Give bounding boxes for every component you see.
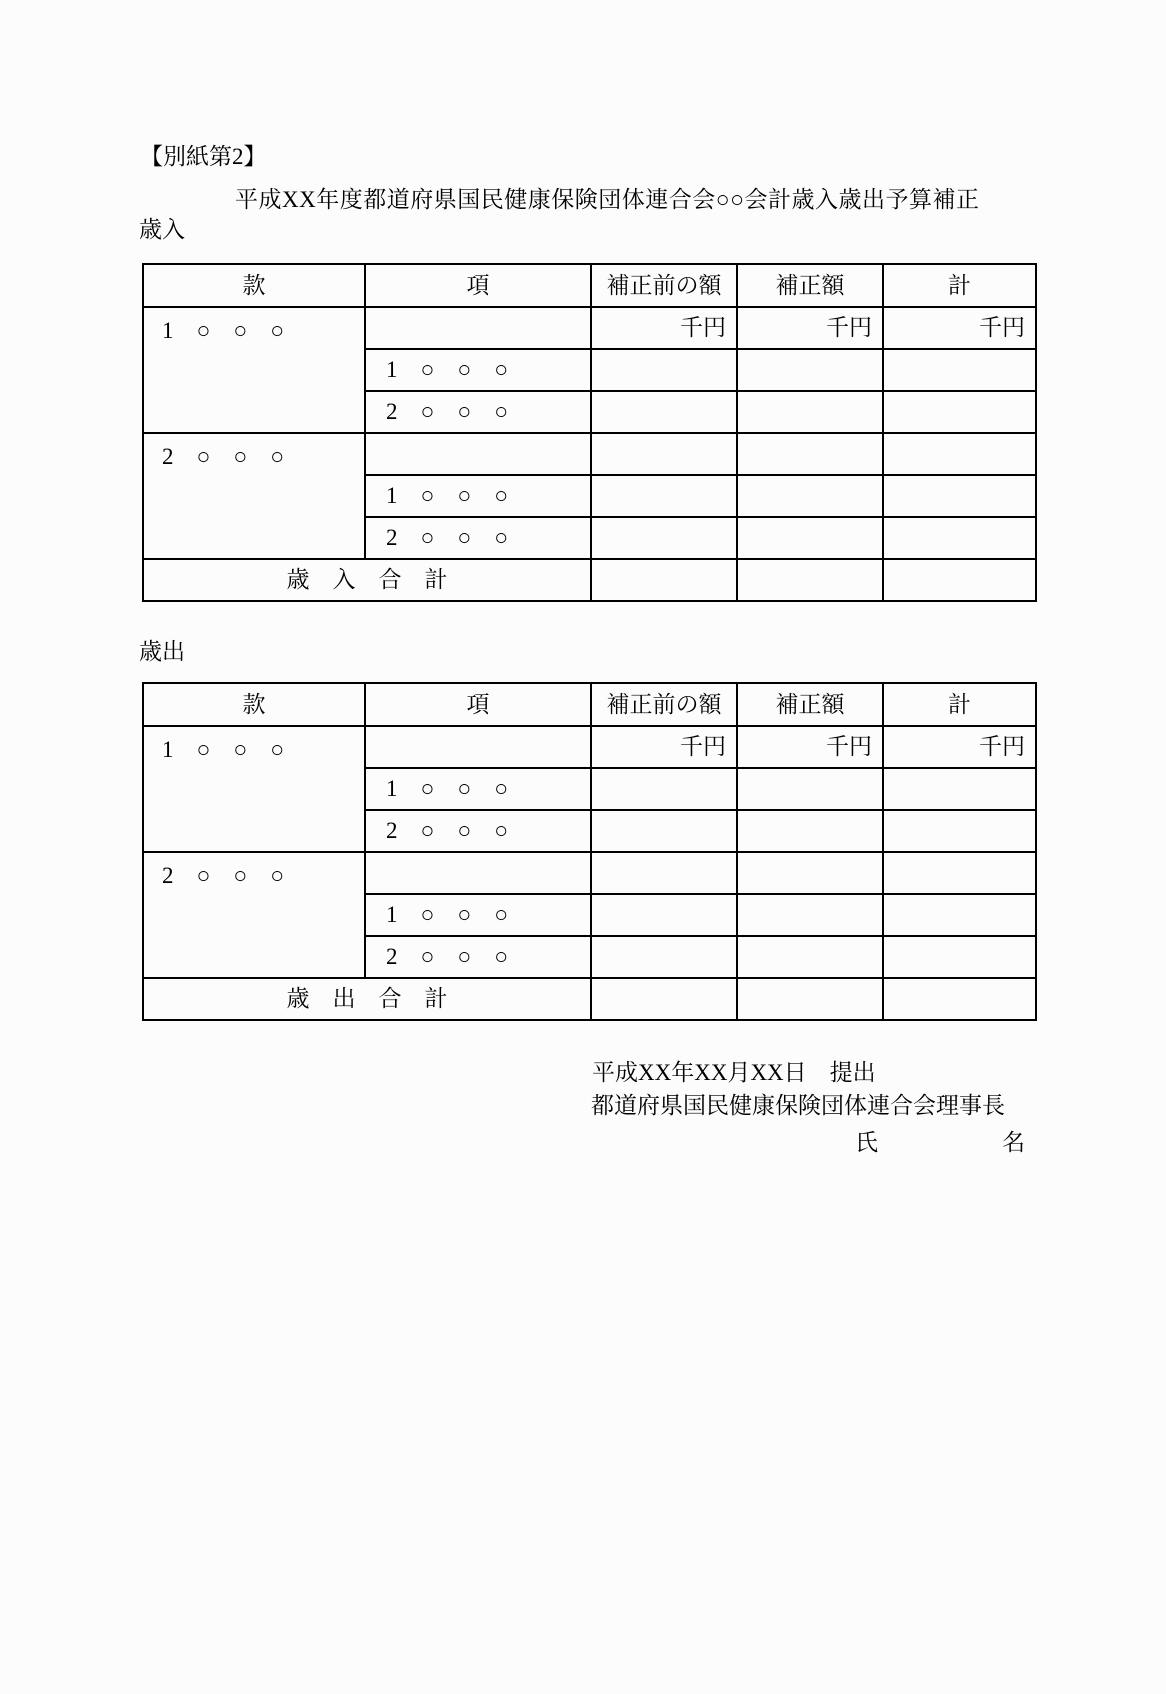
expenditure-kan-item-2-cell: 2 ○ ○ ○ xyxy=(143,852,365,978)
expenditure-col-header-ko: 項 xyxy=(365,683,591,726)
revenue-amount-cell xyxy=(591,349,737,391)
revenue-ko-item-2-2-cell: 2 ○ ○ ○ xyxy=(365,517,591,559)
revenue-amount-cell xyxy=(883,475,1036,517)
revenue-amount-cell xyxy=(591,517,737,559)
revenue-amount-cell xyxy=(883,517,1036,559)
expenditure-amount-cell xyxy=(737,852,883,894)
expenditure-amount-cell xyxy=(591,936,737,978)
expenditure-amount-cell xyxy=(591,894,737,936)
revenue-total-label-cell: 歳 入 合 計 xyxy=(143,559,591,601)
name-label-shi: 氏 xyxy=(855,1130,878,1155)
revenue-row-unit xyxy=(143,307,1036,349)
expenditure-ko-empty-cell xyxy=(365,852,591,894)
revenue-amount-cell xyxy=(883,433,1036,475)
revenue-col-header-kan: 款 xyxy=(143,264,365,307)
revenue-header-row xyxy=(143,264,1036,307)
expenditure-amount-cell xyxy=(737,768,883,810)
expenditure-kan-item-1-cell: 1 ○ ○ ○ xyxy=(143,726,365,852)
revenue-col-header-amount-adjust: 補正額 xyxy=(737,264,883,307)
revenue-row-kan-2 xyxy=(143,433,1036,475)
footer-name-line xyxy=(855,1129,1025,1157)
revenue-unit-cell-before: 千円 xyxy=(591,307,737,349)
revenue-section-label: 歳入 xyxy=(139,217,185,242)
expenditure-total-amount-cell xyxy=(737,978,883,1020)
expenditure-header-row xyxy=(143,683,1036,726)
revenue-amount-cell xyxy=(591,391,737,433)
expenditure-col-header-amount-adjust: 補正額 xyxy=(737,683,883,726)
revenue-amount-cell xyxy=(591,475,737,517)
footer-organization-title: 都道府県国民健康保険団体連合会理事長 xyxy=(591,1093,1005,1118)
expenditure-unit-cell-total: 千円 xyxy=(883,726,1036,768)
expenditure-amount-cell xyxy=(883,936,1036,978)
expenditure-col-header-kan: 款 xyxy=(143,683,365,726)
revenue-ko-empty-cell xyxy=(365,433,591,475)
attachment-label: 【別紙第2】 xyxy=(140,144,267,169)
name-label-mei: 名 xyxy=(1002,1130,1025,1155)
expenditure-row-unit xyxy=(143,726,1036,768)
expenditure-ko-item-2-2-cell: 2 ○ ○ ○ xyxy=(365,936,591,978)
revenue-col-header-amount-total: 計 xyxy=(883,264,1036,307)
expenditure-total-label-cell: 歳 出 合 計 xyxy=(143,978,591,1020)
expenditure-unit-cell-adjust: 千円 xyxy=(737,726,883,768)
revenue-total-amount-cell xyxy=(883,559,1036,601)
expenditure-amount-cell xyxy=(883,894,1036,936)
expenditure-amount-cell xyxy=(591,810,737,852)
revenue-amount-cell xyxy=(737,391,883,433)
expenditure-ko-empty-cell xyxy=(365,726,591,768)
expenditure-section-label: 歳出 xyxy=(139,639,185,664)
revenue-table xyxy=(142,263,1037,602)
revenue-total-row xyxy=(143,559,1036,601)
expenditure-amount-cell xyxy=(883,768,1036,810)
revenue-col-header-amount-before: 補正前の額 xyxy=(591,264,737,307)
footer-submission-date: 平成XX年XX月XX日 提出 xyxy=(592,1060,876,1085)
expenditure-amount-cell xyxy=(737,810,883,852)
expenditure-total-amount-cell xyxy=(591,978,737,1020)
revenue-ko-item-2-1-cell: 1 ○ ○ ○ xyxy=(365,475,591,517)
expenditure-total-row xyxy=(143,978,1036,1020)
expenditure-amount-cell xyxy=(883,810,1036,852)
document-title: 平成XX年度都道府県国民健康保険団体連合会○○会計歳入歳出予算補正 xyxy=(235,187,980,212)
revenue-unit-cell-total: 千円 xyxy=(883,307,1036,349)
expenditure-amount-cell xyxy=(591,852,737,894)
expenditure-ko-item-1-1-cell: 1 ○ ○ ○ xyxy=(365,768,591,810)
expenditure-col-header-amount-total: 計 xyxy=(883,683,1036,726)
expenditure-ko-item-1-2-cell: 2 ○ ○ ○ xyxy=(365,810,591,852)
revenue-amount-cell xyxy=(591,433,737,475)
revenue-total-amount-cell xyxy=(737,559,883,601)
expenditure-amount-cell xyxy=(737,894,883,936)
expenditure-total-amount-cell xyxy=(883,978,1036,1020)
revenue-amount-cell xyxy=(737,433,883,475)
expenditure-amount-cell xyxy=(591,768,737,810)
revenue-amount-cell xyxy=(737,475,883,517)
revenue-ko-item-1-2-cell: 2 ○ ○ ○ xyxy=(365,391,591,433)
expenditure-table xyxy=(142,682,1037,1021)
revenue-ko-item-1-1-cell: 1 ○ ○ ○ xyxy=(365,349,591,391)
revenue-ko-empty-cell xyxy=(365,307,591,349)
expenditure-ko-item-2-1-cell: 1 ○ ○ ○ xyxy=(365,894,591,936)
expenditure-col-header-amount-before: 補正前の額 xyxy=(591,683,737,726)
expenditure-row-kan-2 xyxy=(143,852,1036,894)
revenue-amount-cell xyxy=(737,517,883,559)
revenue-amount-cell xyxy=(883,349,1036,391)
revenue-kan-item-2-cell: 2 ○ ○ ○ xyxy=(143,433,365,559)
revenue-amount-cell xyxy=(737,349,883,391)
revenue-unit-cell-adjust: 千円 xyxy=(737,307,883,349)
expenditure-unit-cell-before: 千円 xyxy=(591,726,737,768)
expenditure-amount-cell xyxy=(883,852,1036,894)
expenditure-amount-cell xyxy=(737,936,883,978)
revenue-total-amount-cell xyxy=(591,559,737,601)
revenue-col-header-ko: 項 xyxy=(365,264,591,307)
revenue-kan-item-1-cell: 1 ○ ○ ○ xyxy=(143,307,365,433)
revenue-amount-cell xyxy=(883,391,1036,433)
